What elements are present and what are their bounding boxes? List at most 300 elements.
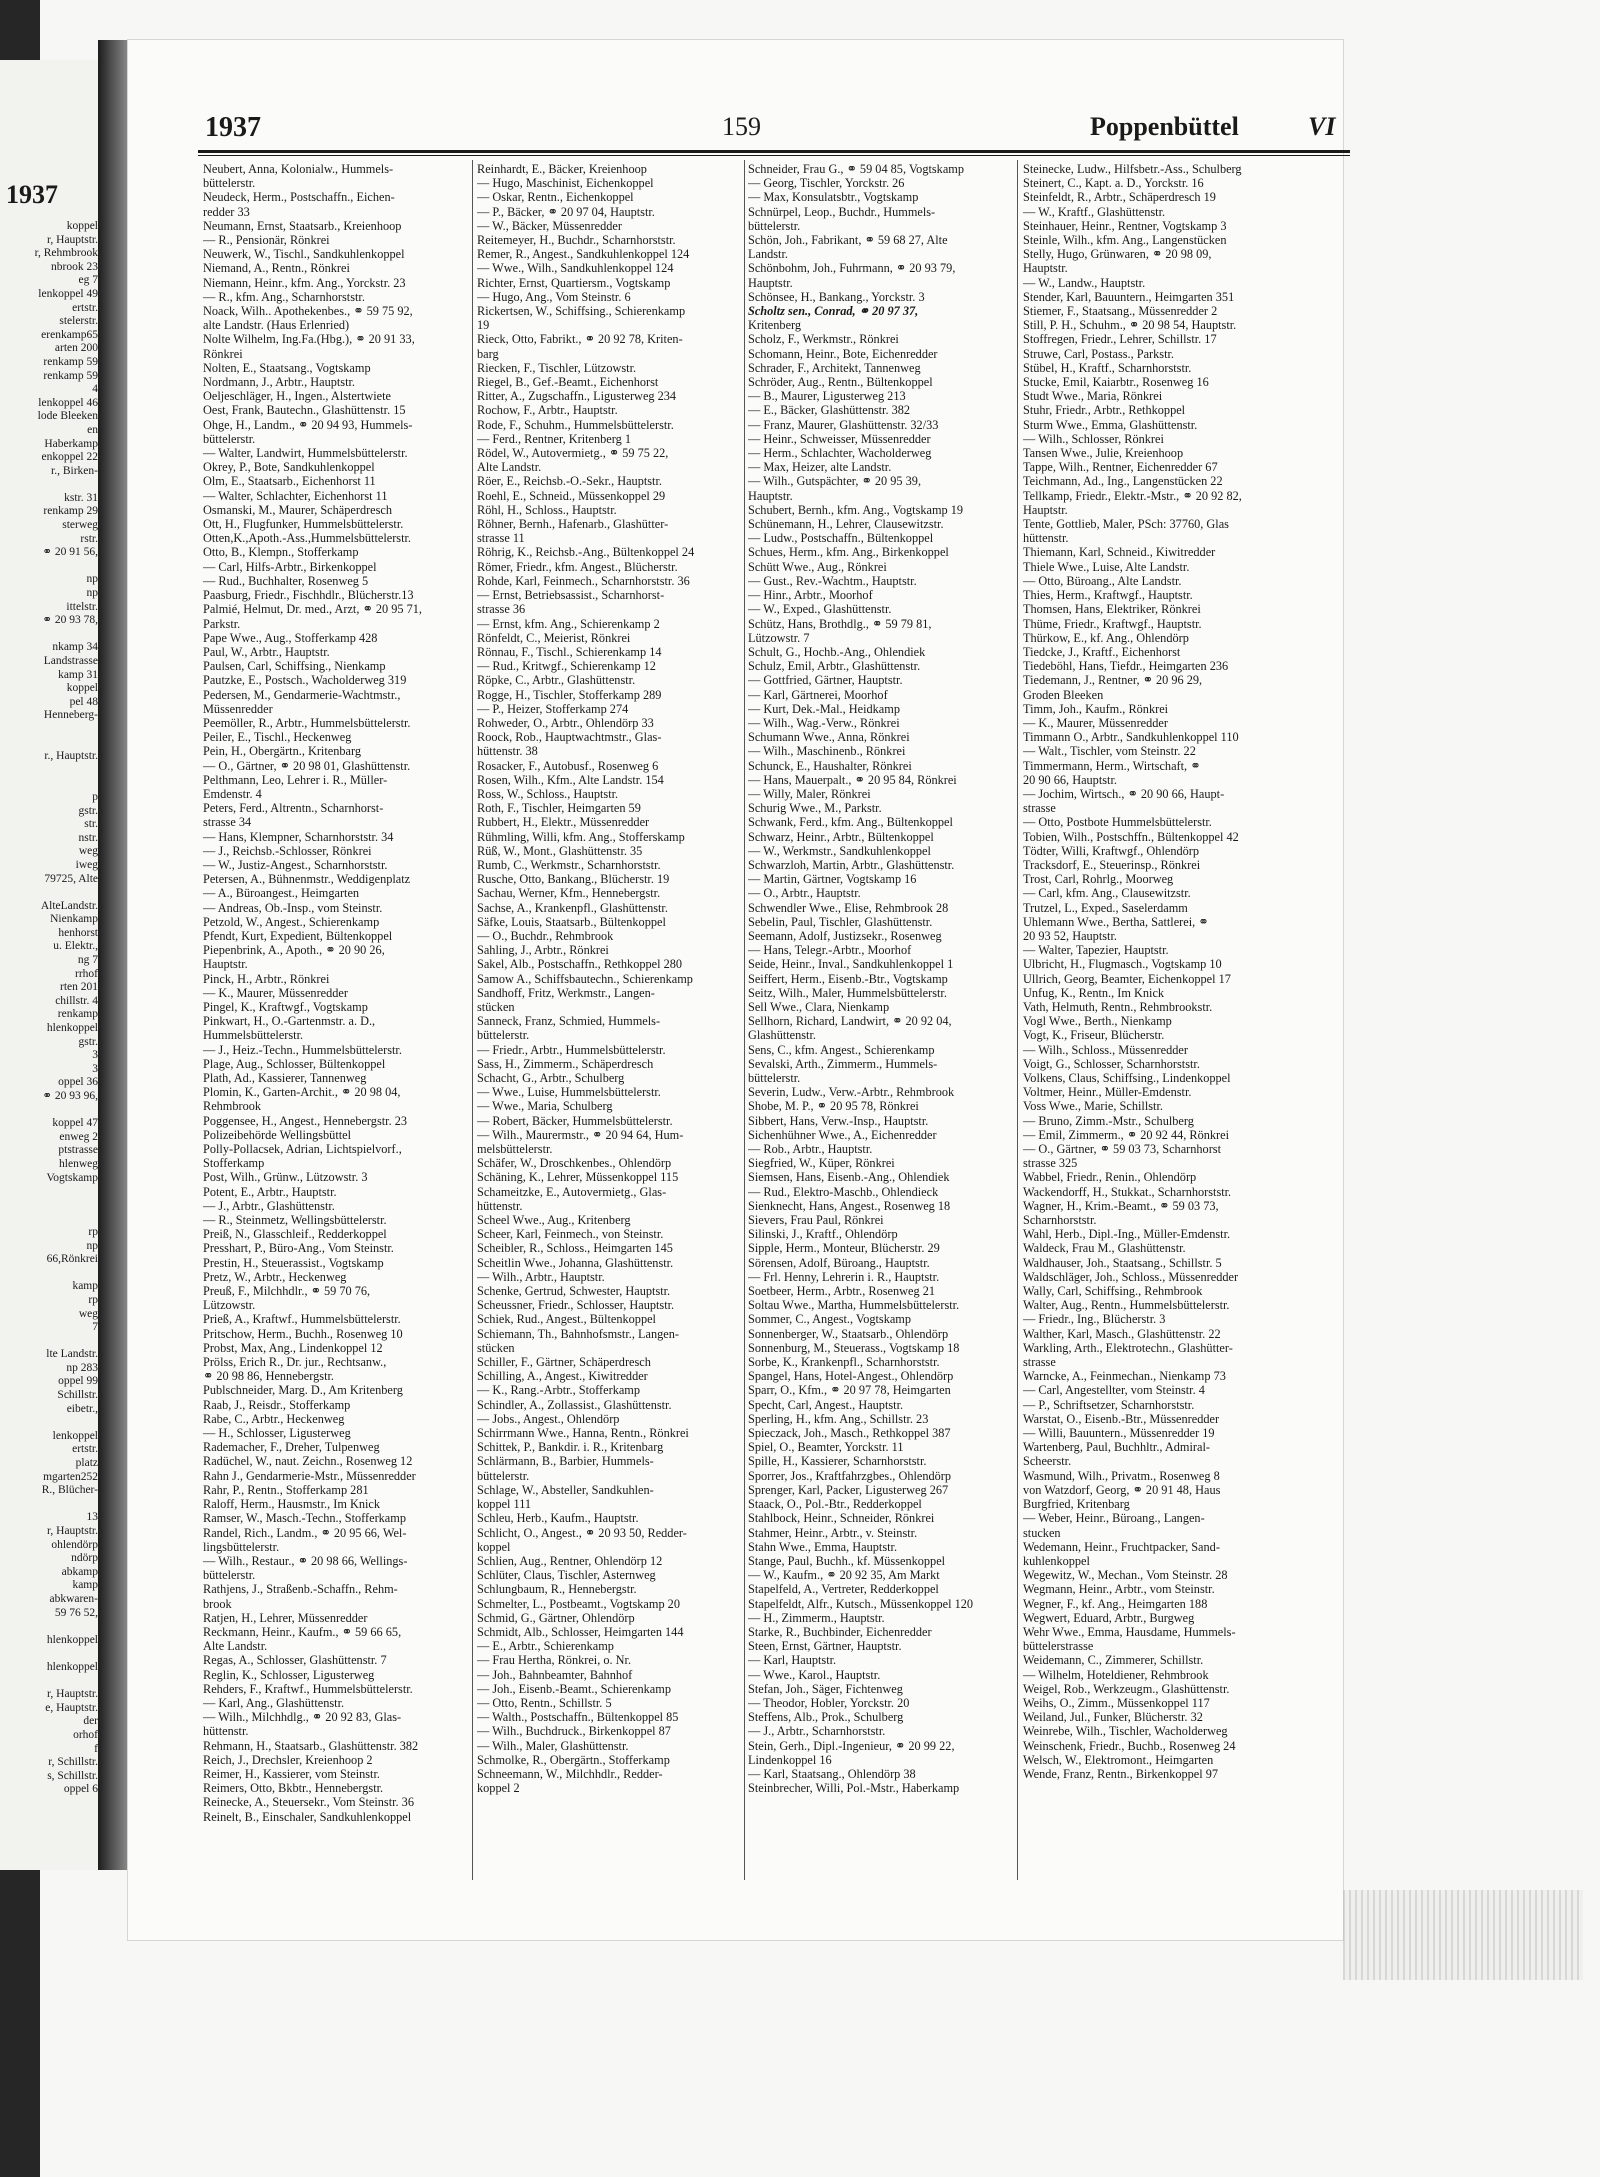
directory-entry-line: Weinschenk, Friedr., Buchb., Rosenweg 24 bbox=[1023, 1738, 1236, 1753]
directory-entry-line: — Kurt, Dek.-Mal., Heidkamp bbox=[748, 701, 900, 716]
directory-entry-line: Tobien, Wilh., Postschffn., Bültenkoppel 42 bbox=[1023, 829, 1239, 844]
directory-entry-line: hüttenstr. bbox=[477, 1198, 523, 1213]
directory-entry-line: Rödel, W., Autovermietg., ⚭ 59 75 22, bbox=[477, 446, 669, 461]
directory-entry-line: Schubert, Bernh., kfm. Ang., Vogtskamp 19 bbox=[748, 502, 964, 517]
directory-entry-line: Steinert, C., Kapt. a. D., Yorckstr. 16 bbox=[1023, 176, 1204, 191]
directory-entry-line: Wegmann, Heinr., Arbtr., vom Steinstr. bbox=[1023, 1582, 1215, 1597]
directory-entry-line: — W., Landw., Hauptstr. bbox=[1023, 275, 1146, 290]
directory-entry-line: Scheussner, Friedr., Schlosser, Hauptstr. bbox=[477, 1298, 675, 1313]
directory-entry-line: Sachse, A., Krankenpfl., Glashüttenstr. bbox=[477, 900, 668, 915]
previous-page-fragment: lenkoppel 46 bbox=[38, 396, 98, 409]
directory-entry-line: Stahn Wwe., Emma, Hauptstr. bbox=[748, 1539, 898, 1554]
directory-entry-line: Kritenberg bbox=[748, 318, 802, 333]
directory-entry-line: kuhlenkoppel bbox=[1023, 1553, 1090, 1568]
directory-entry-line: Raloff, Herm., Hausmstr., Im Knick bbox=[203, 1497, 381, 1512]
directory-entry-line: Riecken, F., Tischler, Lützowstr. bbox=[477, 360, 637, 375]
directory-entry-line: Tente, Gottlieb, Maler, PSch: 37760, Glas bbox=[1023, 517, 1229, 532]
directory-entry-line: Oeljeschläger, H., Ingen., Alstertwiete bbox=[203, 389, 391, 404]
previous-page-fragment: orhof bbox=[73, 1728, 98, 1741]
previous-page-fragment bbox=[2, 478, 98, 492]
directory-entry-line: Sass, H., Zimmerm., Schäperdresch bbox=[477, 1056, 654, 1071]
directory-entry-line: — O., Gärtner, ⚭ 20 98 01, Glashüttenstr. bbox=[203, 758, 411, 773]
directory-entry-line: Seemann, Adolf, Justizsekr., Rosenweg bbox=[748, 928, 942, 943]
directory-entry-line: — Emil, Zimmerm., ⚭ 20 92 44, Rönkrei bbox=[1023, 1127, 1230, 1142]
directory-entry-line: — W., Kraftf., Glashüttenstr. bbox=[1023, 204, 1166, 219]
directory-entry-line: — P., Schriftsetzer, Scharnhorststr. bbox=[1023, 1397, 1195, 1412]
directory-entry-line: — Frl. Henny, Lehrerin i. R., Hauptstr. bbox=[748, 1269, 940, 1284]
directory-entry-line: — Wilh., Maschinenb., Rönkrei bbox=[748, 744, 906, 759]
directory-entry-line: Weidemann, C., Zimmerer, Schillstr. bbox=[1023, 1653, 1204, 1668]
directory-entry-line: Wackendorff, H., Stukkat., Scharnhorststr. bbox=[1023, 1184, 1232, 1199]
directory-entry-line: büttelerstr. bbox=[203, 1568, 256, 1583]
page-number: 159 bbox=[722, 112, 761, 141]
directory-entry-line: Rogge, H., Tischler, Stofferkamp 289 bbox=[477, 687, 662, 702]
directory-entry-line: — J., Arbtr., Glashüttenstr. bbox=[203, 1198, 335, 1213]
directory-entry-line: Schütz, Hans, Brothdlg., ⚭ 59 79 81, bbox=[748, 616, 932, 631]
directory-entry-line: Sörensen, Adolf, Büroang., Hauptstr. bbox=[748, 1255, 930, 1270]
directory-entry-line: Schmolke, R., Obergärtn., Stofferkamp bbox=[477, 1752, 670, 1767]
directory-entry-line: Specht, Carl, Angest., Hauptstr. bbox=[748, 1397, 904, 1412]
previous-page-fragment: ⚭ 20 93 78, bbox=[42, 614, 98, 627]
previous-page-fragment: rstr. bbox=[80, 532, 98, 545]
directory-entry-line: Randel, Rich., Landm., ⚭ 20 95 66, Wel- bbox=[203, 1525, 407, 1540]
directory-entry-line: — W., Exped., Glashüttenstr. bbox=[748, 602, 892, 617]
directory-entry-line: redder 33 bbox=[203, 204, 250, 219]
directory-entry-line: Schues, Herm., kfm. Ang., Birkenkoppel bbox=[748, 545, 949, 560]
previous-page-fragment: hlenkoppel bbox=[46, 1660, 98, 1673]
previous-page-fragment: nkamp 34 bbox=[52, 641, 98, 654]
directory-entry-line: Wegewitz, W., Mechan., Vom Steinstr. 28 bbox=[1023, 1568, 1228, 1583]
directory-entry-line: Sebelin, Paul, Tischler, Glashüttenstr. bbox=[748, 914, 933, 929]
directory-entry-line: Schult, G., Hochb.-Ang., Ohlendiek bbox=[748, 644, 926, 659]
directory-entry-line: Timmermann, Herm., Wirtschaft, ⚭ bbox=[1023, 758, 1201, 773]
previous-page-fragment: oppel 36 bbox=[58, 1076, 98, 1089]
directory-entry-line: Paul, W., Arbtr., Hauptstr. bbox=[203, 644, 330, 659]
directory-entry-line: Sens, C., kfm. Angest., Schierenkamp bbox=[748, 1042, 935, 1057]
directory-entry-line: — Wwe., Luise, Hummelsbüttelerstr. bbox=[477, 1085, 661, 1100]
previous-page-fragment: iweg bbox=[75, 858, 98, 871]
directory-entry-line: Rönkrei bbox=[203, 346, 243, 361]
directory-entry-line: Sienknecht, Hans, Angest., Rosenweg 18 bbox=[748, 1198, 951, 1213]
directory-entry-line: Steinhauer, Heinr., Rentner, Vogtskamp 3 bbox=[1023, 218, 1227, 233]
directory-entry-line: Rehmbrook bbox=[203, 1099, 262, 1114]
directory-entry-line: Welsch, W., Elektromont., Heimgarten bbox=[1023, 1752, 1214, 1767]
previous-page-fragment: 59 76 52, bbox=[54, 1606, 98, 1619]
directory-entry-line: — Ernst, kfm. Ang., Schierenkamp 2 bbox=[477, 616, 660, 631]
directory-entry-line: — Hans, Mauerpalt., ⚭ 20 95 84, Rönkrei bbox=[748, 772, 957, 787]
directory-entry-line: Publschneider, Marg. D., Am Kritenberg bbox=[203, 1383, 403, 1398]
directory-entry-line: Probst, Max, Ang., Lindenkoppel 12 bbox=[203, 1340, 383, 1355]
directory-entry-line: — Hinr., Arbtr., Moorhof bbox=[748, 588, 873, 603]
previous-page-fragment: r, Hauptstr. bbox=[47, 1688, 98, 1701]
directory-entry-line: Warncke, A., Feinmechan., Nienkamp 73 bbox=[1023, 1369, 1226, 1384]
previous-page-year: 1937 bbox=[6, 180, 58, 209]
previous-page-fragment: lenkoppel bbox=[52, 1429, 98, 1442]
directory-entry-line: Scheel Wwe., Aug., Kritenberg bbox=[477, 1213, 631, 1228]
directory-entry-line: Schlüter, Claus, Tischler, Asternweg bbox=[477, 1568, 656, 1583]
directory-entry-line: — Herm., Schlachter, Wacholderweg bbox=[748, 446, 932, 461]
directory-entry-line: melsbüttelerstr. bbox=[477, 1142, 553, 1157]
directory-entry-line: Rochow, F., Arbtr., Hauptstr. bbox=[477, 403, 618, 418]
directory-entry-line: Sichenhühner Wwe., A., Eichenredder bbox=[748, 1127, 937, 1142]
previous-page-fragment: 3 bbox=[92, 1062, 98, 1075]
directory-entry-line: Schenke, Gertrud, Schwester, Hauptstr. bbox=[477, 1284, 671, 1299]
directory-entry-line: Schlage, W., Absteller, Sandkuhlen- bbox=[477, 1482, 654, 1497]
directory-entry-line: Warkling, Arth., Elektrotechn., Glashütter- bbox=[1023, 1340, 1233, 1355]
directory-entry-line: Seide, Heinr., Inval., Sandkuhlenkoppel 1 bbox=[748, 957, 954, 972]
previous-page-fragment: gstr. bbox=[78, 1035, 98, 1048]
directory-entry-line: Reinhardt, E., Bäcker, Kreienhoop bbox=[477, 162, 647, 176]
directory-entry-line: Stelly, Hugo, Grünwaren, ⚭ 20 98 09, bbox=[1023, 247, 1212, 262]
directory-entry-line: Hauptstr. bbox=[748, 488, 793, 503]
directory-entry-line: Petzold, W., Angest., Schierenkamp bbox=[203, 914, 380, 929]
directory-entry-line: Rühmling, Willi, kfm. Ang., Stofferskamp bbox=[477, 829, 685, 844]
directory-entry-line: Volkens, Claus, Schiffsing., Lindenkoppel bbox=[1023, 1071, 1231, 1085]
directory-entry-line: Steinle, Wilh., kfm. Ang., Langenstücken bbox=[1023, 233, 1227, 248]
previous-page-fragment: ⚭ 20 91 56, bbox=[42, 546, 98, 559]
directory-entry-line: Niemann, Heinr., kfm. Ang., Yorckstr. 23 bbox=[203, 275, 406, 290]
directory-entry-line: Walter, Aug., Rentn., Hummelsbüttelerstr. bbox=[1023, 1298, 1230, 1313]
directory-column-2 bbox=[477, 162, 747, 1795]
directory-entry-line: Sonnenberger, W., Staatsarb., Ohlendörp bbox=[748, 1326, 949, 1341]
directory-entry-line: Wegwert, Eduard, Arbtr., Burgweg bbox=[1023, 1610, 1195, 1625]
previous-page-fragment bbox=[2, 628, 98, 642]
header-place: Poppenbüttel bbox=[1090, 112, 1239, 141]
directory-entry-line: — Rob., Arbtr., Hauptstr. bbox=[748, 1142, 873, 1157]
directory-entry-line: Wegner, F., kf. Ang., Heimgarten 188 bbox=[1023, 1596, 1208, 1611]
directory-entry-line: Schumann Wwe., Anna, Rönkrei bbox=[748, 730, 910, 745]
directory-entry-line: — Rud., Buchhalter, Rosenweg 5 bbox=[203, 573, 369, 588]
previous-page-fragment: henhorst bbox=[58, 926, 98, 939]
previous-page-fragment: ertstr. bbox=[72, 301, 98, 314]
directory-entry-line: Rademacher, F., Dreher, Tulpenweg bbox=[203, 1440, 380, 1455]
header-year: 1937 bbox=[205, 112, 261, 143]
previous-page-fragment: nbrook 23 bbox=[51, 260, 98, 273]
previous-page-fragment: renkamp 59 bbox=[43, 369, 98, 382]
directory-entry-line: Preuß, F., Milchhdlr., ⚭ 59 70 76, bbox=[203, 1284, 371, 1299]
directory-entry-line: Teichmann, Ad., Ing., Langenstücken 22 bbox=[1023, 474, 1223, 489]
previous-page-fragment: 13 bbox=[86, 1511, 98, 1524]
directory-entry-line: Plath, Ad., Kassierer, Tannenweg bbox=[203, 1071, 367, 1085]
directory-entry-line: Seiffert, Herm., Eisenb.-Btr., Vogtskamp bbox=[748, 971, 948, 986]
directory-entry-line: — J., Reichsb.-Schlosser, Rönkrei bbox=[203, 843, 372, 858]
directory-entry-line: Rahn J., Gendarmerie-Mstr., Müssenredder bbox=[203, 1468, 416, 1483]
directory-entry-line: Starke, R., Buchbinder, Eichenredder bbox=[748, 1624, 932, 1639]
directory-entry-line: Schwarz, Heinr., Arbtr., Bültenkoppel bbox=[748, 829, 934, 844]
directory-entry-line: — J., Arbtr., Scharnhorststr. bbox=[748, 1724, 886, 1739]
directory-entry-line: Pedersen, M., Gendarmerie-Wachtmstr., bbox=[203, 687, 401, 702]
directory-entry-line: hüttenstr. bbox=[1023, 531, 1069, 546]
previous-page-fragment: koppel 47 bbox=[52, 1117, 98, 1130]
directory-entry-line: Schütt Wwe., Aug., Rönkrei bbox=[748, 559, 887, 574]
page-stack-edge bbox=[1343, 1890, 1583, 1980]
directory-entry-line: — Franz, Maurer, Glashüttenstr. 32/33 bbox=[748, 417, 939, 432]
directory-entry-line: Plomin, K., Garten-Archit., ⚭ 20 98 04, bbox=[203, 1085, 401, 1100]
directory-entry-line: Roock, Rob., Hauptwachtmstr., Glas- bbox=[477, 730, 662, 745]
directory-entry-line: Reitemeyer, H., Buchdr., Scharnhorststr. bbox=[477, 233, 676, 248]
previous-page-fragment: np bbox=[86, 1239, 98, 1252]
directory-entry-line: Scheer, Karl, Feinmech., von Steinstr. bbox=[477, 1227, 664, 1242]
previous-page-fragment bbox=[2, 1199, 98, 1213]
directory-entry-line: büttelerstr. bbox=[477, 1468, 530, 1483]
directory-entry-line: Samow A., Schiffsbautechn., Schierenkamp bbox=[477, 971, 693, 986]
directory-entry-line: Peiler, E., Tischl., Heckenweg bbox=[203, 730, 352, 745]
directory-entry-line: — B., Maurer, Ligusterweg 213 bbox=[748, 389, 906, 404]
directory-entry-line: — Wilh., Maler, Glashüttenstr. bbox=[477, 1738, 629, 1753]
previous-page-fragment: ⚭ 20 93 96, bbox=[42, 1090, 98, 1102]
directory-entry-line: Alte Landstr. bbox=[203, 1639, 268, 1654]
directory-entry-line: Sprenger, Karl, Packer, Ligusterweg 267 bbox=[748, 1482, 949, 1497]
directory-entry-line: Säfke, Louis, Staatsarb., Bültenkoppel bbox=[477, 914, 666, 929]
directory-entry-line: Soetbeer, Herm., Arbtr., Rosenweg 21 bbox=[748, 1284, 935, 1299]
previous-page-fragment: np bbox=[86, 587, 98, 600]
previous-page-fragment: platz bbox=[75, 1457, 98, 1470]
directory-entry-line: — K., Maurer, Müssenredder bbox=[203, 985, 348, 1000]
directory-entry-line: Schäning, K., Lehrer, Müssenkoppel 115 bbox=[477, 1170, 679, 1185]
directory-entry-line: Schmidt, Alb., Schlosser, Heimgarten 144 bbox=[477, 1624, 684, 1639]
directory-entry-line: Warstat, O., Eisenb.-Btr., Müssenredder bbox=[1023, 1411, 1220, 1426]
directory-entry-line: Stapelfeld, A., Vertreter, Redderkoppel bbox=[748, 1582, 939, 1597]
directory-entry-line: Stein, Gerh., Dipl.-Ingenieur, ⚭ 20 99 22, bbox=[748, 1738, 955, 1753]
directory-entry-line: Wabbel, Friedr., Renin., Ohlendörp bbox=[1023, 1170, 1197, 1185]
book-spine bbox=[98, 40, 128, 1870]
directory-entry-line: — Wwe., Wilh., Sandkuhlenkoppel 124 bbox=[477, 261, 674, 276]
previous-page-fragment: kamp bbox=[72, 1579, 98, 1592]
directory-entry-line: Röhl, H., Schloss., Hauptstr. bbox=[477, 502, 617, 517]
directory-entry-line: Sahling, J., Arbtr., Rönkrei bbox=[477, 943, 609, 958]
directory-entry-line: Ullrich, Georg, Beamter, Eichenkoppel 17 bbox=[1023, 971, 1231, 986]
directory-entry-line: Schönbohm, Joh., Fuhrmann, ⚭ 20 93 79, bbox=[748, 261, 956, 276]
directory-entry-line: Schön, Joh., Fabrikant, ⚭ 59 68 27, Alte bbox=[748, 233, 948, 248]
directory-entry-line: — R., Pensionär, Rönkrei bbox=[203, 233, 330, 248]
previous-page-edge bbox=[0, 60, 98, 1870]
previous-page-fragment: e, Hauptstr. bbox=[45, 1701, 98, 1714]
directory-entry-line: Thiele Wwe., Luise, Alte Landstr. bbox=[1023, 559, 1190, 574]
previous-page-fragment: erenkamp65 bbox=[41, 328, 98, 341]
directory-entry-line: Reglin, K., Schlosser, Ligusterweg bbox=[203, 1667, 375, 1682]
directory-entry-line: Scholtz sen., Conrad, ⚭ 20 97 37, bbox=[748, 304, 919, 319]
directory-entry-line: Rohde, Karl, Feinmech., Scharnhorststr. 36 bbox=[477, 573, 690, 588]
directory-entry-line: Stucke, Emil, Kaiarbtr., Rosenweg 16 bbox=[1023, 375, 1209, 390]
previous-page-fragment bbox=[2, 1620, 98, 1634]
previous-page-fragment: AlteLandstr. bbox=[40, 899, 98, 912]
directory-entry-line: Osmanski, M., Maurer, Schäperdresch bbox=[203, 502, 393, 517]
directory-entry-line: — Carl, kfm. Ang., Clausewitzstr. bbox=[1023, 886, 1191, 901]
directory-entry-line: Otto, B., Klempn., Stofferkamp bbox=[203, 545, 359, 560]
previous-page-fragment: arten 200 bbox=[54, 342, 98, 355]
directory-entry-line: — W., Werkmstr., Sandkuhlenkoppel bbox=[748, 843, 931, 858]
directory-entry-line: Hummelsbüttelerstr. bbox=[203, 1028, 304, 1043]
directory-entry-line: Reich, J., Drechsler, Kreienhoop 2 bbox=[203, 1752, 373, 1767]
directory-entry-line: Shobe, M. P., ⚭ 20 95 78, Rönkrei bbox=[748, 1099, 919, 1114]
directory-entry-line: — Weber, Heinr., Büroang., Langen- bbox=[1023, 1511, 1205, 1526]
directory-entry-line: — E., Bäcker, Glashüttenstr. 382 bbox=[748, 403, 911, 418]
previous-page-fragment: ohlendörp bbox=[51, 1538, 98, 1551]
previous-page-fragment: 7 bbox=[92, 1321, 98, 1334]
directory-entry-line: Parkstr. bbox=[203, 616, 241, 631]
directory-entry-line: Wende, Franz, Rentn., Birkenkoppel 97 bbox=[1023, 1766, 1219, 1781]
directory-entry-line: Scharnhorststr. bbox=[1023, 1213, 1097, 1228]
directory-entry-line: Scholz, F., Werkmstr., Rönkrei bbox=[748, 332, 899, 347]
directory-entry-line: — Walter, Landwirt, Hummelsbüttelerstr. bbox=[203, 446, 408, 461]
directory-entry-line: Trutzel, L., Exped., Saselerdamm bbox=[1023, 900, 1188, 915]
directory-entry-line: Vogl Wwe., Berth., Nienkamp bbox=[1023, 1014, 1172, 1029]
directory-entry-line: Rönnau, F., Tischl., Schierenkamp 14 bbox=[477, 644, 662, 659]
previous-page-fragment: p bbox=[92, 790, 98, 803]
directory-entry-line: Prieß, A., Kraftwf., Hummelsbüttelerstr. bbox=[203, 1312, 401, 1327]
directory-entry-line: Roth, F., Tischler, Heimgarten 59 bbox=[477, 801, 641, 816]
directory-entry-line: Rosen, Wilh., Kfm., Alte Landstr. 154 bbox=[477, 772, 664, 787]
directory-entry-line: Schlärmann, B., Barbier, Hummels- bbox=[477, 1454, 654, 1469]
directory-entry-line: — E., Arbtr., Schierenkamp bbox=[477, 1639, 614, 1654]
directory-entry-line: Pape Wwe., Aug., Stofferkamp 428 bbox=[203, 630, 378, 645]
directory-entry-line: Lützowstr. bbox=[203, 1298, 256, 1313]
directory-column-3 bbox=[748, 162, 1018, 1795]
directory-entry-line: — Friedr., Ing., Blücherstr. 3 bbox=[1023, 1312, 1166, 1327]
directory-entry-line: Schrader, F., Architekt, Tannenweg bbox=[748, 360, 921, 375]
previous-page-fragment: s, Schillstr. bbox=[47, 1769, 98, 1782]
directory-entry-line: Stahmer, Heinr., Arbtr., v. Steinstr. bbox=[748, 1525, 918, 1540]
directory-entry-line: Riegel, B., Gef.-Beamt., Eichenhorst bbox=[477, 375, 659, 390]
previous-page-fragment bbox=[2, 1675, 98, 1689]
directory-entry-line: Pelthmann, Leo, Lehrer i. R., Müller- bbox=[203, 772, 388, 787]
directory-entry-line: Preiß, N., Glasschleif., Redderkoppel bbox=[203, 1227, 387, 1242]
directory-entry-line: Sellhorn, Richard, Landwirt, ⚭ 20 92 04, bbox=[748, 1014, 952, 1029]
previous-page-fragment: gstr. bbox=[78, 804, 98, 817]
directory-entry-line: Stuhr, Friedr., Arbtr., Rethkoppel bbox=[1023, 403, 1186, 418]
directory-entry-line: Reckmann, Heinr., Kaufm., ⚭ 59 66 65, bbox=[203, 1624, 402, 1639]
directory-entry-line: Pingel, K., Kraftwgf., Vogtskamp bbox=[203, 999, 368, 1014]
directory-entry-line: — Wwe., Karol., Hauptstr. bbox=[748, 1667, 881, 1682]
directory-entry-line: Schiller, F., Gärtner, Schäperdresch bbox=[477, 1355, 651, 1370]
directory-entry-line: koppel 111 bbox=[477, 1497, 532, 1512]
directory-entry-line: Thürkow, E., kf. Ang., Ohlendörp bbox=[1023, 630, 1189, 645]
directory-entry-line: von Watzdorf, Georg, ⚭ 20 91 48, Haus bbox=[1023, 1482, 1221, 1497]
previous-page-fragment bbox=[2, 1212, 98, 1226]
directory-entry-line: — R., Steinmetz, Wellingsbüttelerstr. bbox=[203, 1213, 387, 1228]
previous-page-fragment bbox=[2, 737, 98, 751]
previous-page-fragment: str. bbox=[84, 818, 98, 831]
directory-entry-line: — Gust., Rev.-Wachtm., Hauptstr. bbox=[748, 573, 917, 588]
directory-entry-line: büttelerstr. bbox=[748, 1071, 801, 1085]
previous-page-fragment: weg bbox=[78, 1307, 98, 1320]
directory-entry-line: Paulsen, Carl, Schiffsing., Nienkamp bbox=[203, 659, 386, 674]
directory-entry-line: Wally, Carl, Schiffsing., Rehmbrook bbox=[1023, 1284, 1203, 1299]
directory-entry-line: Pfendt, Kurt, Expedient, Bültenkoppel bbox=[203, 928, 393, 943]
directory-entry-line: — K., Rang.-Arbtr., Stofferkamp bbox=[477, 1383, 641, 1398]
directory-entry-line: Scheerstr. bbox=[1023, 1454, 1072, 1469]
directory-entry-line: stücken bbox=[477, 1340, 515, 1355]
directory-entry-line: barg bbox=[477, 346, 499, 361]
directory-entry-line: — H., Zimmerm., Hauptstr. bbox=[748, 1610, 885, 1625]
previous-page-fragment: nstr. bbox=[78, 831, 98, 844]
directory-entry-line: — Martin, Gärtner, Vogtskamp 16 bbox=[748, 872, 917, 887]
directory-entry-line: Röhner, Bernh., Hafenarb., Glashütter- bbox=[477, 517, 669, 532]
directory-entry-line: — Willy, Maler, Rönkrei bbox=[748, 786, 871, 801]
directory-entry-line: Rohweder, O., Arbtr., Ohlendörp 33 bbox=[477, 715, 654, 730]
previous-page-fragment: Haberkamp bbox=[44, 437, 98, 450]
previous-page-fragment: 3 bbox=[92, 1049, 98, 1062]
directory-entry-line: Okrey, P., Bote, Sandkuhlenkoppel bbox=[203, 460, 375, 475]
previous-page-fragment bbox=[2, 886, 98, 900]
directory-entry-line: Glashüttenstr. bbox=[748, 1028, 816, 1043]
directory-entry-line: Sievers, Frau Paul, Rönkrei bbox=[748, 1213, 884, 1228]
previous-page-fragment bbox=[2, 1185, 98, 1199]
previous-page-fragment bbox=[2, 764, 98, 778]
previous-page-fragment: renkamp 29 bbox=[43, 505, 98, 518]
directory-column-1 bbox=[203, 162, 473, 1824]
directory-entry-line: Pritschow, Herm., Buchh., Rosenweg 10 bbox=[203, 1326, 403, 1341]
directory-entry-line: Römer, Friedr., kfm. Angest., Blücherstr. bbox=[477, 559, 678, 574]
directory-entry-line: Nolten, E., Staatsang., Vogtskamp bbox=[203, 360, 371, 375]
directory-entry-line: Spiel, O., Beamter, Yorckstr. 11 bbox=[748, 1440, 904, 1455]
previous-page-fragment: hlenkoppel bbox=[46, 1022, 98, 1035]
directory-entry-line: Schneider, Frau G., ⚭ 59 04 85, Vogtskamp bbox=[748, 162, 964, 176]
previous-page-fragment: ptstrasse bbox=[58, 1144, 98, 1157]
directory-entry-line: — Wilh., Gutspächter, ⚭ 20 95 39, bbox=[748, 474, 922, 489]
previous-page-fragment: f bbox=[94, 1742, 98, 1755]
directory-entry-line: Schurig Wwe., M., Parkstr. bbox=[748, 801, 882, 816]
directory-entry-line: Peemöller, R., Arbtr., Hummelsbüttelerstr. bbox=[203, 715, 411, 730]
directory-entry-line: Reinelt, B., Einschaler, Sandkuhlenkoppel bbox=[203, 1809, 412, 1824]
directory-entry-line: — Ludw., Postschaffn., Bültenkoppel bbox=[748, 531, 934, 546]
directory-entry-line: Sachau, Werner, Kfm., Hennebergstr. bbox=[477, 886, 661, 901]
directory-entry-line: Steen, Ernst, Gärtner, Hauptstr. bbox=[748, 1639, 902, 1654]
previous-page-fragment bbox=[2, 1416, 98, 1430]
directory-entry-line: Spieczack, Joh., Masch., Rethkoppel 387 bbox=[748, 1426, 951, 1441]
directory-entry-line: Trost, Carl, Rohrlg., Moorweg bbox=[1023, 872, 1174, 887]
directory-entry-line: — Hugo, Ang., Vom Steinstr. 6 bbox=[477, 289, 631, 304]
directory-entry-line: Weiland, Jul., Funker, Blücherstr. 32 bbox=[1023, 1710, 1203, 1725]
directory-entry-line: Siegfried, W., Küper, Rönkrei bbox=[748, 1156, 895, 1171]
directory-entry-line: Schulz, Emil, Arbtr., Glashüttenstr. bbox=[748, 659, 921, 674]
directory-entry-line: Schameitzke, E., Autovermietg., Glas- bbox=[477, 1184, 667, 1199]
directory-entry-line: Sorbe, K., Krankenpfl., Scharnhorststr. bbox=[748, 1355, 940, 1370]
directory-entry-line: Stange, Paul, Buchh., kf. Müssenkoppel bbox=[748, 1553, 946, 1568]
directory-entry-line: Palmié, Helmut, Dr. med., Arzt, ⚭ 20 95 71, bbox=[203, 602, 422, 617]
directory-entry-line: Röhrig, K., Reichsb.-Ang., Bültenkoppel 24 bbox=[477, 545, 695, 560]
directory-entry-line: Steinfeldt, R., Arbtr., Schäperdresch 19 bbox=[1023, 190, 1216, 205]
directory-entry-line: — Willi, Bauuntern., Müssenredder 19 bbox=[1023, 1426, 1215, 1441]
directory-entry-line: — Joh., Eisenb.-Beamt., Schierenkamp bbox=[477, 1681, 671, 1696]
directory-entry-line: — Max, Konsulatsbtr., Vogtskamp bbox=[748, 190, 919, 205]
directory-entry-line: Reimer, H., Kassierer, vom Steinstr. bbox=[203, 1766, 380, 1781]
directory-entry-line: Wedemann, Heinr., Fruchtpacker, Sand- bbox=[1023, 1539, 1220, 1554]
previous-page-fragment bbox=[2, 723, 98, 737]
directory-entry-line: Lindenkoppel 16 bbox=[748, 1752, 832, 1767]
directory-entry-line: Hauptstr. bbox=[748, 275, 793, 290]
directory-entry-line: Severin, Ludw., Verw.-Arbtr., Rehmbrook bbox=[748, 1085, 955, 1100]
directory-entry-line: Hauptstr. bbox=[1023, 502, 1068, 517]
directory-entry-line: — Walter, Tapezier, Hauptstr. bbox=[1023, 943, 1169, 958]
previous-page-fragment: 79725, Alte bbox=[44, 872, 98, 885]
directory-entry-line: Steinbrecher, Willi, Pol.-Mstr., Haberkamp bbox=[748, 1781, 960, 1796]
directory-entry-line: — Robert, Bäcker, Hummelsbüttelerstr. bbox=[477, 1113, 673, 1128]
directory-entry-line: Neumann, Ernst, Staatsarb., Kreienhoop bbox=[203, 218, 402, 233]
previous-page-fragment: hlenkoppel bbox=[46, 1633, 98, 1646]
previous-page-fragment: rp bbox=[88, 1225, 98, 1238]
directory-column-4 bbox=[1023, 162, 1308, 1781]
directory-entry-line: ⚭ 20 98 86, Hennebergstr. bbox=[203, 1369, 334, 1384]
directory-entry-line: Vath, Helmuth, Rentn., Rehmbrookstr. bbox=[1023, 999, 1213, 1014]
directory-entry-line: Prölss, Erich R., Dr. jur., Rechtsanw., bbox=[203, 1355, 387, 1370]
directory-entry-line: — Ernst, Betriebsassist., Scharnhorst- bbox=[477, 588, 665, 603]
directory-entry-line: — Wilh., Schloss., Müssenredder bbox=[1023, 1042, 1188, 1057]
previous-page-fragment: ertstr. bbox=[72, 1443, 98, 1456]
directory-entry-line: — Walter, Schlachter, Eichenhorst 11 bbox=[203, 488, 388, 503]
previous-page-fragment: chillstr. 4 bbox=[55, 994, 98, 1007]
directory-entry-line: Müssenredder bbox=[203, 701, 273, 716]
